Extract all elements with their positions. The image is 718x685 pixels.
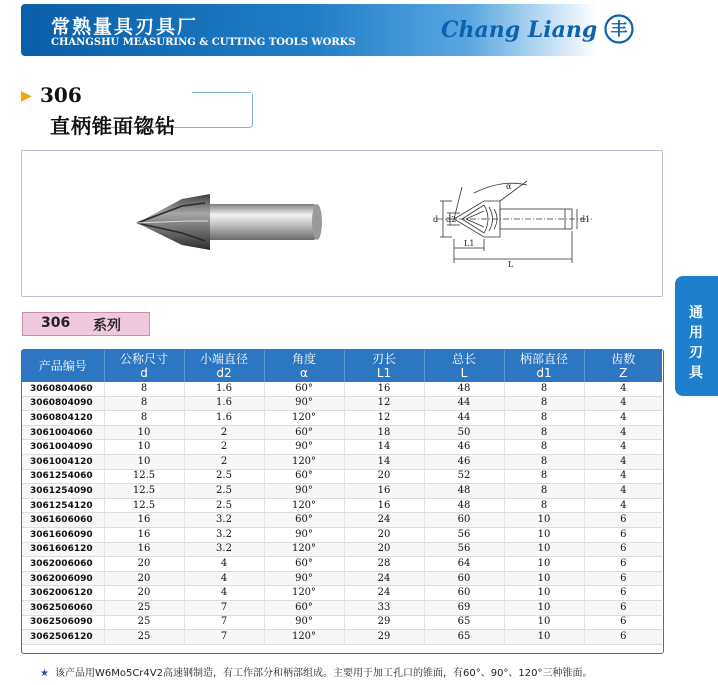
table-cell: 12.5	[104, 469, 184, 484]
table-cell: 1.6	[184, 396, 264, 411]
table-cell: 16	[104, 513, 184, 528]
product-name: 直柄锥面锪钻	[50, 114, 176, 138]
table-cell: 2.5	[184, 484, 264, 499]
table-cell: 120°	[264, 454, 344, 469]
table-row	[22, 396, 662, 411]
column-header-cn: 产品编号	[38, 359, 87, 373]
column-header	[424, 350, 504, 382]
product-number-cell: 3060804060	[22, 382, 104, 396]
table-cell: 46	[424, 440, 504, 455]
table-cell: 120°	[264, 411, 344, 426]
company-name-en: CHANGSHU MEASURING & CUTTING TOOLS WORKS	[51, 37, 356, 48]
table-cell: 20	[104, 571, 184, 586]
table-cell: 16	[344, 484, 424, 499]
table-cell: 60°	[264, 557, 344, 572]
table-cell: 25	[104, 630, 184, 645]
table-cell: 14	[344, 454, 424, 469]
product-number-cell: 3062006120	[22, 586, 104, 601]
table-row	[22, 630, 662, 645]
product-number-cell: 3061606120	[22, 542, 104, 557]
table-cell: 16	[104, 527, 184, 542]
table-row	[22, 498, 662, 513]
table-cell: 65	[424, 615, 504, 630]
table-cell: 60°	[264, 469, 344, 484]
table-body	[22, 382, 662, 644]
table-cell: 90°	[264, 484, 344, 499]
table-cell: 4	[584, 484, 662, 499]
table-cell: 7	[184, 600, 264, 615]
header-banner	[21, 4, 661, 56]
table-cell: 6	[584, 586, 662, 601]
series-text: 系列	[93, 318, 121, 334]
table-cell: 14	[344, 440, 424, 455]
product-image-panel	[21, 150, 663, 297]
column-header	[104, 350, 184, 382]
product-number-cell: 3062506090	[22, 615, 104, 630]
dim-label-d1: d1	[580, 215, 591, 224]
table-cell: 8	[104, 382, 184, 396]
product-illustration	[22, 151, 662, 296]
table-row	[22, 600, 662, 615]
product-code: 306	[40, 83, 82, 107]
table-cell: 8	[504, 484, 584, 499]
table-cell: 60	[424, 513, 504, 528]
table-cell: 44	[424, 411, 504, 426]
table-cell: 10	[504, 586, 584, 601]
table-row	[22, 542, 662, 557]
table-cell: 1.6	[184, 411, 264, 426]
table-row	[22, 440, 662, 455]
table-cell: 46	[424, 454, 504, 469]
table-cell: 8	[104, 396, 184, 411]
table-cell: 4	[584, 425, 662, 440]
column-header	[584, 350, 662, 382]
table-row	[22, 454, 662, 469]
product-number-cell: 3062506120	[22, 630, 104, 645]
table-cell: 10	[504, 527, 584, 542]
table-cell: 24	[344, 571, 424, 586]
table-cell: 65	[424, 630, 504, 645]
table-cell: 29	[344, 630, 424, 645]
table-cell: 6	[584, 527, 662, 542]
side-category-tab[interactable]	[675, 276, 718, 396]
product-number-cell: 3062506060	[22, 600, 104, 615]
product-number-cell: 3060804090	[22, 396, 104, 411]
table-cell: 69	[424, 600, 504, 615]
table-cell: 2	[184, 425, 264, 440]
table-cell: 10	[504, 557, 584, 572]
spec-table	[22, 350, 662, 645]
table-cell: 64	[424, 557, 504, 572]
table-cell: 10	[104, 440, 184, 455]
column-header-symbol: d1	[536, 366, 552, 380]
table-cell: 6	[584, 600, 662, 615]
table-cell: 16	[104, 542, 184, 557]
column-header-symbol: L1	[376, 366, 392, 380]
table-cell: 6	[584, 630, 662, 645]
table-cell: 48	[424, 484, 504, 499]
table-cell: 3.2	[184, 513, 264, 528]
column-header-cn: 公称尺寸	[119, 352, 168, 366]
table-row	[22, 469, 662, 484]
table-cell: 16	[344, 382, 424, 396]
table-cell: 4	[584, 454, 662, 469]
dim-label-d: d	[433, 215, 439, 224]
table-cell: 10	[504, 571, 584, 586]
table-row	[22, 527, 662, 542]
table-cell: 44	[424, 396, 504, 411]
table-cell: 24	[344, 513, 424, 528]
table-cell: 1.6	[184, 382, 264, 396]
table-row	[22, 484, 662, 499]
table-cell: 6	[584, 542, 662, 557]
table-cell: 60°	[264, 425, 344, 440]
column-header-cn: 总长	[451, 352, 476, 366]
table-cell: 7	[184, 615, 264, 630]
column-header-symbol: Z	[619, 366, 628, 380]
table-row	[22, 411, 662, 426]
table-cell: 56	[424, 527, 504, 542]
product-number-cell: 3062006060	[22, 557, 104, 572]
table-cell: 4	[584, 411, 662, 426]
table-cell: 8	[504, 396, 584, 411]
product-number-cell: 3061004120	[22, 454, 104, 469]
table-cell: 7	[184, 630, 264, 645]
table-row	[22, 425, 662, 440]
table-cell: 60°	[264, 513, 344, 528]
table-cell: 60°	[264, 382, 344, 396]
table-cell: 28	[344, 557, 424, 572]
table-header-row	[22, 350, 662, 382]
column-header-cn: 齿数	[611, 352, 636, 366]
countersink-photo	[137, 194, 322, 250]
table-cell: 10	[504, 615, 584, 630]
table-cell: 4	[184, 571, 264, 586]
table-cell: 12	[344, 411, 424, 426]
table-cell: 10	[104, 454, 184, 469]
table-cell: 4	[184, 586, 264, 601]
product-number-cell: 3060804120	[22, 411, 104, 426]
table-row	[22, 571, 662, 586]
column-header-cn: 柄部直径	[519, 352, 568, 366]
table-cell: 10	[504, 542, 584, 557]
product-number-cell: 3061004060	[22, 425, 104, 440]
table-cell: 6	[584, 615, 662, 630]
table-cell: 120°	[264, 542, 344, 557]
table-cell: 90°	[264, 571, 344, 586]
table-cell: 8	[504, 454, 584, 469]
column-header	[22, 350, 104, 382]
table-row	[22, 557, 662, 572]
table-cell: 4	[584, 469, 662, 484]
side-tab-char: 用	[689, 325, 703, 341]
side-tab-char: 通	[689, 305, 703, 321]
product-number-cell: 3061254060	[22, 469, 104, 484]
column-header-cn: 刃长	[371, 352, 396, 366]
table-cell: 2.5	[184, 498, 264, 513]
table-cell: 29	[344, 615, 424, 630]
table-cell: 4	[584, 498, 662, 513]
table-cell: 8	[504, 425, 584, 440]
table-cell: 20	[104, 586, 184, 601]
footnote	[40, 664, 593, 679]
table-cell: 25	[104, 600, 184, 615]
table-cell: 12.5	[104, 484, 184, 499]
table-cell: 48	[424, 498, 504, 513]
dim-label-alpha: α	[506, 182, 512, 191]
footnote-text: 该产品用W6Mo5Cr4V2高速钢制造，有工作部分和柄部组成。主要用于加工孔口的锥面，有60°、90°、120°三种锥面。	[54, 668, 593, 679]
table-cell: 10	[504, 513, 584, 528]
table-cell: 12.5	[104, 498, 184, 513]
column-header	[344, 350, 424, 382]
table-cell: 60°	[264, 600, 344, 615]
table-cell: 10	[104, 425, 184, 440]
table-cell: 12	[344, 396, 424, 411]
table-cell: 6	[584, 557, 662, 572]
table-cell: 120°	[264, 586, 344, 601]
table-row	[22, 615, 662, 630]
column-header	[264, 350, 344, 382]
brand-name: Chang Liang	[441, 17, 598, 43]
table-cell: 8	[504, 498, 584, 513]
dim-label-l1: L1	[464, 239, 475, 248]
table-cell: 24	[344, 586, 424, 601]
table-cell: 50	[424, 425, 504, 440]
side-tab-char: 刃	[689, 345, 703, 361]
dim-label-d2: d2	[446, 215, 457, 224]
table-cell: 90°	[264, 396, 344, 411]
logo-mark: 丰	[610, 20, 628, 40]
table-cell: 48	[424, 382, 504, 396]
brand-logo-icon	[604, 14, 634, 44]
product-number-cell: 3061606060	[22, 513, 104, 528]
table-cell: 4	[584, 396, 662, 411]
table-cell: 20	[104, 557, 184, 572]
table-cell: 33	[344, 600, 424, 615]
column-header	[504, 350, 584, 382]
table-cell: 25	[104, 615, 184, 630]
column-header-symbol: L	[460, 366, 468, 380]
series-code: 306	[41, 315, 71, 331]
table-cell: 8	[504, 440, 584, 455]
table-cell: 8	[504, 469, 584, 484]
company-name-cn: 常熟量具刃具厂	[51, 16, 199, 38]
table-cell: 56	[424, 542, 504, 557]
table-cell: 4	[184, 557, 264, 572]
table-cell: 60	[424, 586, 504, 601]
technical-drawing	[437, 181, 592, 263]
column-header-symbol: d2	[216, 366, 232, 380]
table-cell: 120°	[264, 630, 344, 645]
dim-label-l: L	[508, 260, 514, 269]
table-cell: 4	[584, 382, 662, 396]
table-cell: 2	[184, 454, 264, 469]
table-cell: 8	[504, 382, 584, 396]
table-cell: 10	[504, 600, 584, 615]
table-cell: 20	[344, 527, 424, 542]
table-cell: 90°	[264, 615, 344, 630]
product-number-cell: 3061254090	[22, 484, 104, 499]
column-header-cn: 小端直径	[199, 352, 248, 366]
table-cell: 10	[504, 630, 584, 645]
product-number-cell: 3061606090	[22, 527, 104, 542]
table-row	[22, 513, 662, 528]
table-cell: 20	[344, 542, 424, 557]
product-number-cell: 3061004090	[22, 440, 104, 455]
column-header-symbol: α	[300, 366, 308, 380]
table-cell: 2	[184, 440, 264, 455]
column-header	[184, 350, 264, 382]
title-arrow-icon: ▶	[21, 88, 32, 104]
table-cell: 20	[344, 469, 424, 484]
table-cell: 3.2	[184, 542, 264, 557]
table-cell: 6	[584, 513, 662, 528]
product-number-cell: 3062006090	[22, 571, 104, 586]
series-label	[22, 312, 150, 336]
table-cell: 16	[344, 498, 424, 513]
table-cell: 2.5	[184, 469, 264, 484]
column-header-symbol: d	[140, 366, 148, 380]
table-row	[22, 382, 662, 396]
table-cell: 8	[504, 411, 584, 426]
table-cell: 60	[424, 571, 504, 586]
side-tab-char: 具	[689, 365, 703, 381]
table-row	[22, 586, 662, 601]
table-cell: 90°	[264, 527, 344, 542]
column-header-cn: 角度	[291, 352, 316, 366]
table-cell: 18	[344, 425, 424, 440]
product-number-cell: 3061254120	[22, 498, 104, 513]
table-cell: 52	[424, 469, 504, 484]
star-icon: ★	[40, 668, 49, 679]
table-cell: 120°	[264, 498, 344, 513]
table-cell: 4	[584, 440, 662, 455]
table-cell: 8	[104, 411, 184, 426]
table-cell: 90°	[264, 440, 344, 455]
table-cell: 3.2	[184, 527, 264, 542]
table-cell: 6	[584, 571, 662, 586]
